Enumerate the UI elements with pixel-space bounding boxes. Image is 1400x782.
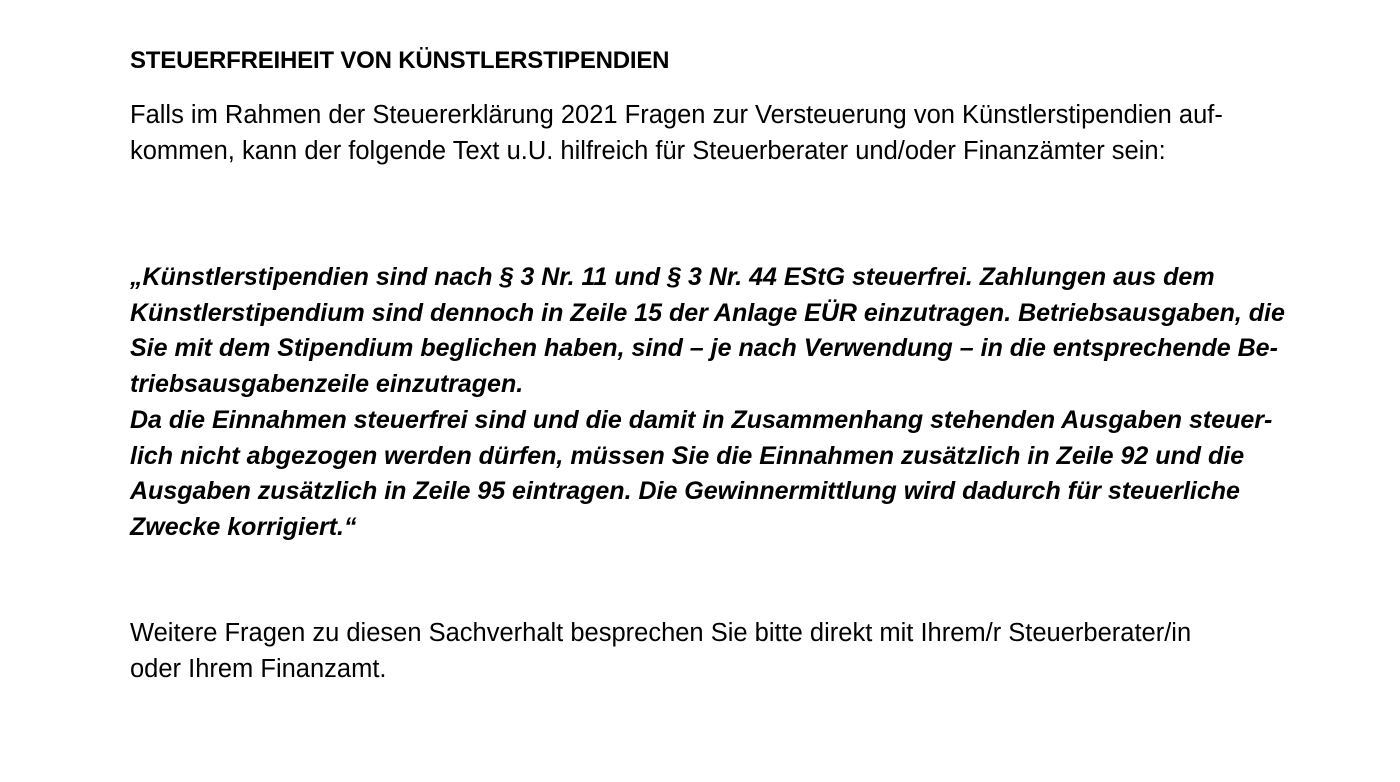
quote-line: „Künstlerstipendien sind nach § 3 Nr. 11 und § 3 Nr. 44 EStG steuerfrei. Zahlungen aus dem: [130, 263, 1215, 291]
quote-line: lich nicht abgezogen werden dürfen, müssen Sie die Einnahmen zusätzlich in Zeile 92 und die: [130, 441, 1245, 470]
quote-line: triebsausgabenzeile einzutragen.: [130, 370, 524, 399]
closing-line: oder Ihrem Finanzamt.: [130, 654, 387, 683]
quote-line: Künstlerstipendium sind dennoch in Zeile 15 der Anlage EÜR einzutragen. Betriebsausgaben, die: [130, 298, 1285, 327]
intro-line: kommen, kann der folgende Text u.U. hilfreich für Steuerberater und/oder Finanzämter sein:: [130, 136, 1166, 165]
quoted-tax-text: [130, 260, 1285, 546]
intro-line: Falls im Rahmen der Steuererklärung 2021 Fragen zur Versteuerung von Künstlerstipendien auf-: [130, 101, 1223, 129]
quote-line: Sie mit dem Stipendium beglichen haben, sind – je nach Verwendung – in die entsprechende Be-: [130, 334, 1278, 363]
intro-paragraph: [130, 98, 1223, 169]
quote-line: Zwecke korrigiert.“: [130, 512, 357, 541]
document-title: STEUERFREIHEIT VON KÜNSTLERSTIPENDIEN: [130, 47, 670, 74]
closing-paragraph: [130, 616, 1191, 687]
closing-line: Weitere Fragen zu diesen Sachverhalt besprechen Sie bitte direkt mit Ihrem/r Steuerberater/in: [130, 619, 1192, 647]
quote-line: Ausgaben zusätzlich in Zeile 95 eintragen. Die Gewinnermittlung wird dadurch für steuerliche: [130, 477, 1240, 506]
quote-line: Da die Einnahmen steuerfrei sind und die damit in Zusammenhang stehenden Ausgaben steuer-: [130, 405, 1273, 434]
